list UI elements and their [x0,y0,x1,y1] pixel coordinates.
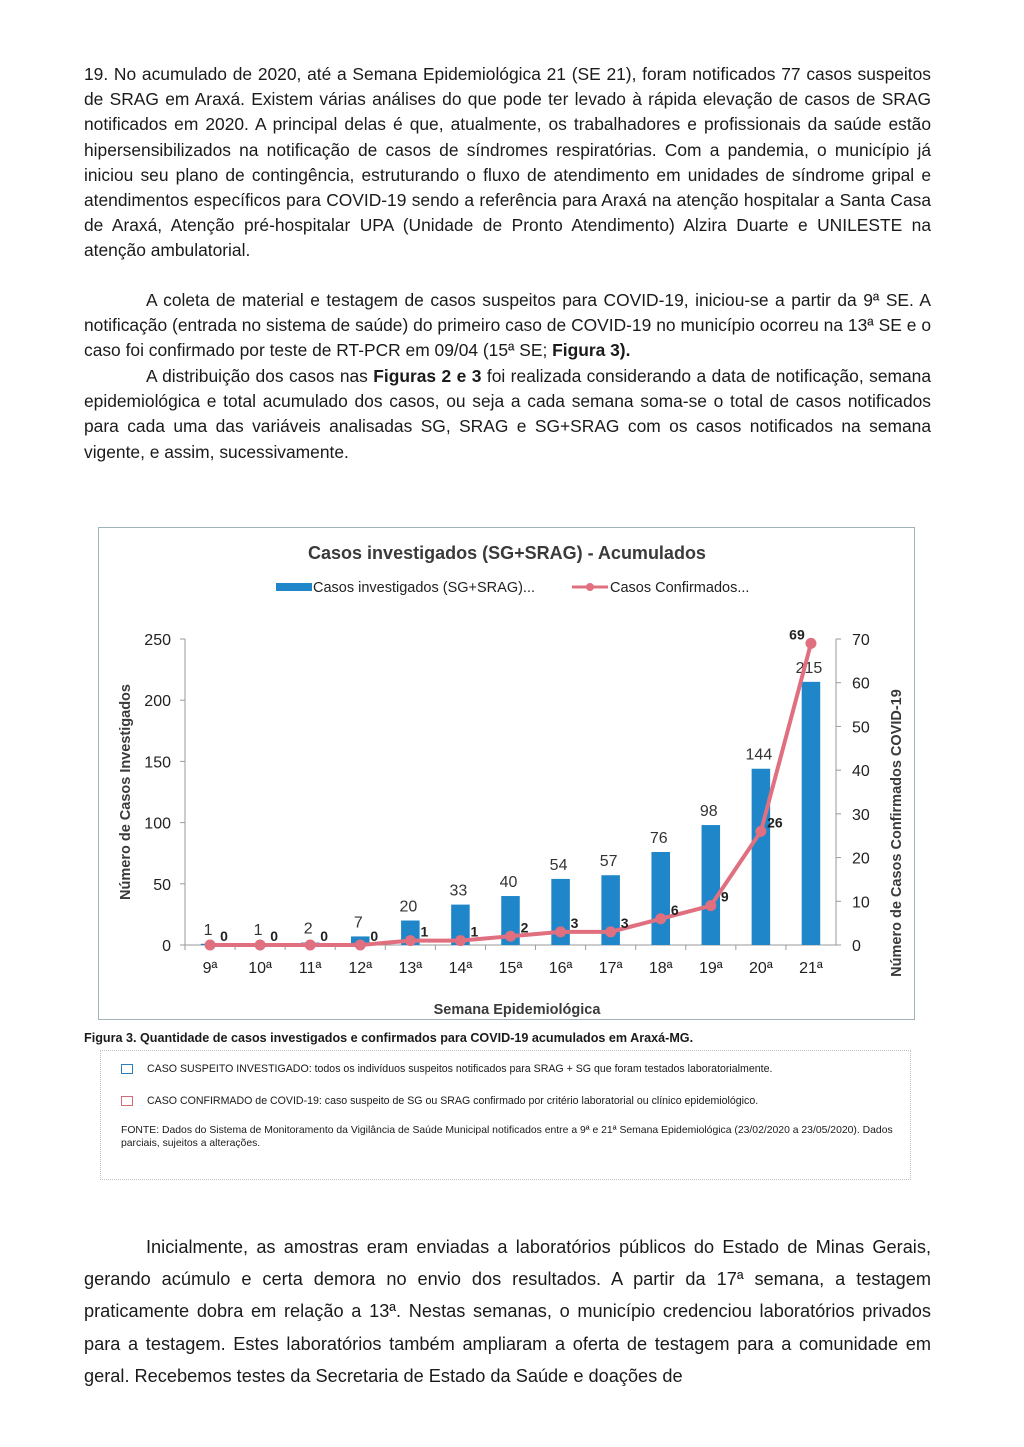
chart-title: Casos investigados (SG+SRAG) - Acumulados [308,543,706,563]
bar [651,852,670,945]
bar-data-label: 57 [599,853,618,871]
x-tick-label: 15ª [498,960,523,977]
confirmed-point [455,935,466,946]
y2-tick-label: 40 [852,763,870,781]
x-tick-label: 10ª [248,960,272,977]
bar-data-label: 7 [353,914,363,932]
x-tick-label: 17ª [598,960,623,977]
x-tick-label: 20ª [749,960,773,977]
chart [98,527,915,1020]
y2-tick-label: 70 [852,632,870,649]
x-axis-label: Semana Epidemiológica [433,1002,601,1018]
x-tick-label: 12ª [348,960,373,977]
bar-data-label: 33 [449,882,468,900]
confirmed-data-label: 2 [520,919,529,936]
confirmed-point [305,940,316,951]
bar [802,682,821,945]
y-tick-label: 250 [144,632,171,649]
y2-tick-label: 60 [852,675,870,693]
x-tick-label: 18ª [648,960,673,977]
legend-confirmed-row [121,1095,758,1107]
bar-data-label: 215 [795,659,823,677]
bar-data-label: 98 [699,803,718,821]
x-tick-label: 11ª [298,960,322,977]
bar [752,769,771,945]
y2-tick-label: 10 [852,894,870,912]
confirmed-data-label: 3 [570,914,579,931]
y-tick-label: 50 [153,876,171,894]
y-tick-label: 150 [144,754,171,772]
confirmed-data-label: 1 [470,923,479,940]
y-tick-label: 200 [144,693,171,711]
bar-data-label: 2 [303,920,313,938]
confirmed-data-label: 0 [370,928,379,944]
y2-axis-label: Número de Casos Confirmados COVID-19 [889,689,905,977]
confirmed-point [255,940,266,951]
y-axis-label: Número de Casos Investigados [118,684,134,900]
legend-line-label: Casos Confirmados... [610,580,750,596]
bar-data-label: 54 [549,856,568,874]
y-tick-label: 100 [144,815,171,833]
bar-data-label: 76 [649,829,668,847]
legend-line-marker [586,583,594,591]
paragraph-3-start: A distribuição dos casos nas [146,366,374,386]
y2-tick-label: 20 [852,850,870,868]
confirmed-data-label: 9 [720,888,729,905]
paragraph-2 [84,288,931,364]
confirmed-data-label: 69 [789,626,805,643]
figure-caption: Figura 3. Quantidade de casos investigados e confirmados para COVID-19 acumulados em Araxá-MG. [84,1031,694,1045]
plot-area [144,626,870,977]
bar-data-label: 144 [745,746,773,764]
x-tick-label: 19ª [698,960,723,977]
confirmed-point [605,926,616,937]
confirmed-point [755,826,766,837]
legend-bar-label: Casos investigados (SG+SRAG)... [313,580,536,596]
confirmed-point [405,935,416,946]
y2-tick-label: 50 [852,719,870,737]
legend-suspect-swatch [121,1064,133,1074]
confirmed-point [655,913,666,924]
x-tick-label: 9ª [202,960,218,977]
confirmed-point [705,900,716,911]
legend-confirmed-text: CASO CONFIRMADO de COVID-19: caso suspeito de SG ou SRAG confirmado por critério laboratorial ou clínico epidemiológico. [147,1095,759,1107]
bar-data-label: 1 [203,921,213,939]
confirmed-data-label: 0 [220,928,228,944]
paragraph-4: Inicialmente, as amostras eram enviadas a laboratórios públicos do Estado de Minas Gerais, gerando acúmulo e certa demora no envio dos resultados. A partir da 17ª semana, a testagem praticamente dobra em relação a 13ª. Nestas semanas, o município credenciou laboratórios privados para a testagem. Estes laboratórios também ampliaram a oferta de testagem para a comunidade em geral. Recebemos testes da Secretaria de Estado da Saúde e doações de [84,1237,931,1386]
x-tick-label: 16ª [548,960,573,977]
bar-data-label: 1 [253,921,263,939]
paragraph-2-text: A coleta de material e testagem de casos suspeitos para COVID-19, iniciou-se a partir da 9ª SE. A notificação (entrada no sistema de saúde) do primeiro caso de COVID-19 no município ocorreu na 13ª SE e o caso foi confirmado por teste de RT-PCR em 09/04 (15ª SE; [84,290,931,361]
bar-data-label: 40 [499,874,518,892]
legend-suspect-row [121,1063,772,1075]
confirmed-data-label: 3 [620,914,629,931]
x-tick-label: 13ª [398,960,423,977]
confirmed-data-label: 0 [270,928,279,944]
y2-tick-label: 30 [852,806,870,824]
legend-suspect-text: CASO SUSPEITO INVESTIGADO: todos os indivíduos suspeitos notificados para SRAG + SG que foram testados laboratorialmente. [147,1063,773,1075]
x-tick-label: 21ª [799,960,823,977]
confirmed-point [805,638,816,649]
legend-bar-swatch [276,583,312,591]
y2-tick-label: 0 [852,938,861,955]
confirmed-data-label: 1 [420,923,429,940]
figure-legend-box [100,1050,911,1180]
confirmed-data-label: 0 [320,928,329,944]
paragraph-3-figure-ref: Figuras 2 e 3 [373,366,482,386]
bar [702,825,721,945]
paragraph-3 [84,364,931,465]
paragraph-1: 19. No acumulado de 2020, até a Semana Epidemiológica 21 (SE 21), foram notificados 77 casos suspeitos de SRAG em Araxá. Existem várias análises do que pode ter levado à rápida elevação de casos de SRAG notificados em 2020. A principal delas é que, atualmente, os trabalhadores e profissionais da saúde estão hipersensibilizados na notificação de casos de síndromes respiratórias. Com a pandemia, o município já iniciou seu plano de contingência, estruturando o fluxo de atendimento em unidades de síndrome gripal e atendimentos específicos para COVID-19 sendo a referência para Araxá na atenção hospitalar a Santa Casa de Araxá, Atenção pré-hospitalar UPA (Unidade de Pronto Atendimento) Alzira Duarte e UNILESTE na atenção ambulatorial. [84,64,931,261]
bar-data-label: 20 [399,898,418,916]
confirmed-data-label: 6 [670,901,679,918]
figure-source: FONTE: Dados do Sistema de Monitoramento da Vigilância de Saúde Municipal notificados entre a 9ª e 21ª Semana Epidemiológica (23/02/2020 a 23/05/2020). Dados parciais, sujeitos a alterações. [121,1125,893,1149]
paragraph-2-figure-ref: Figura 3). [552,340,631,361]
paragraph-3-end: foi realizada considerando a data de notificação, semana epidemiológica e total acumulado dos casos, ou seja a cada semana soma-se o total de casos notificados para cada uma das variáveis analisadas SG, SRAG e SG+SRAG com os casos notificados na semana vigente, e assim, sucessivamente. [84,366,931,462]
confirmed-data-label: 26 [767,814,783,831]
confirmed-point [555,926,566,937]
legend-confirmed-swatch [121,1096,133,1106]
confirmed-point [505,931,516,942]
y-tick-label: 0 [162,938,171,955]
x-tick-label: 14ª [448,960,473,977]
confirmed-point [205,940,216,951]
confirmed-point [355,940,366,951]
